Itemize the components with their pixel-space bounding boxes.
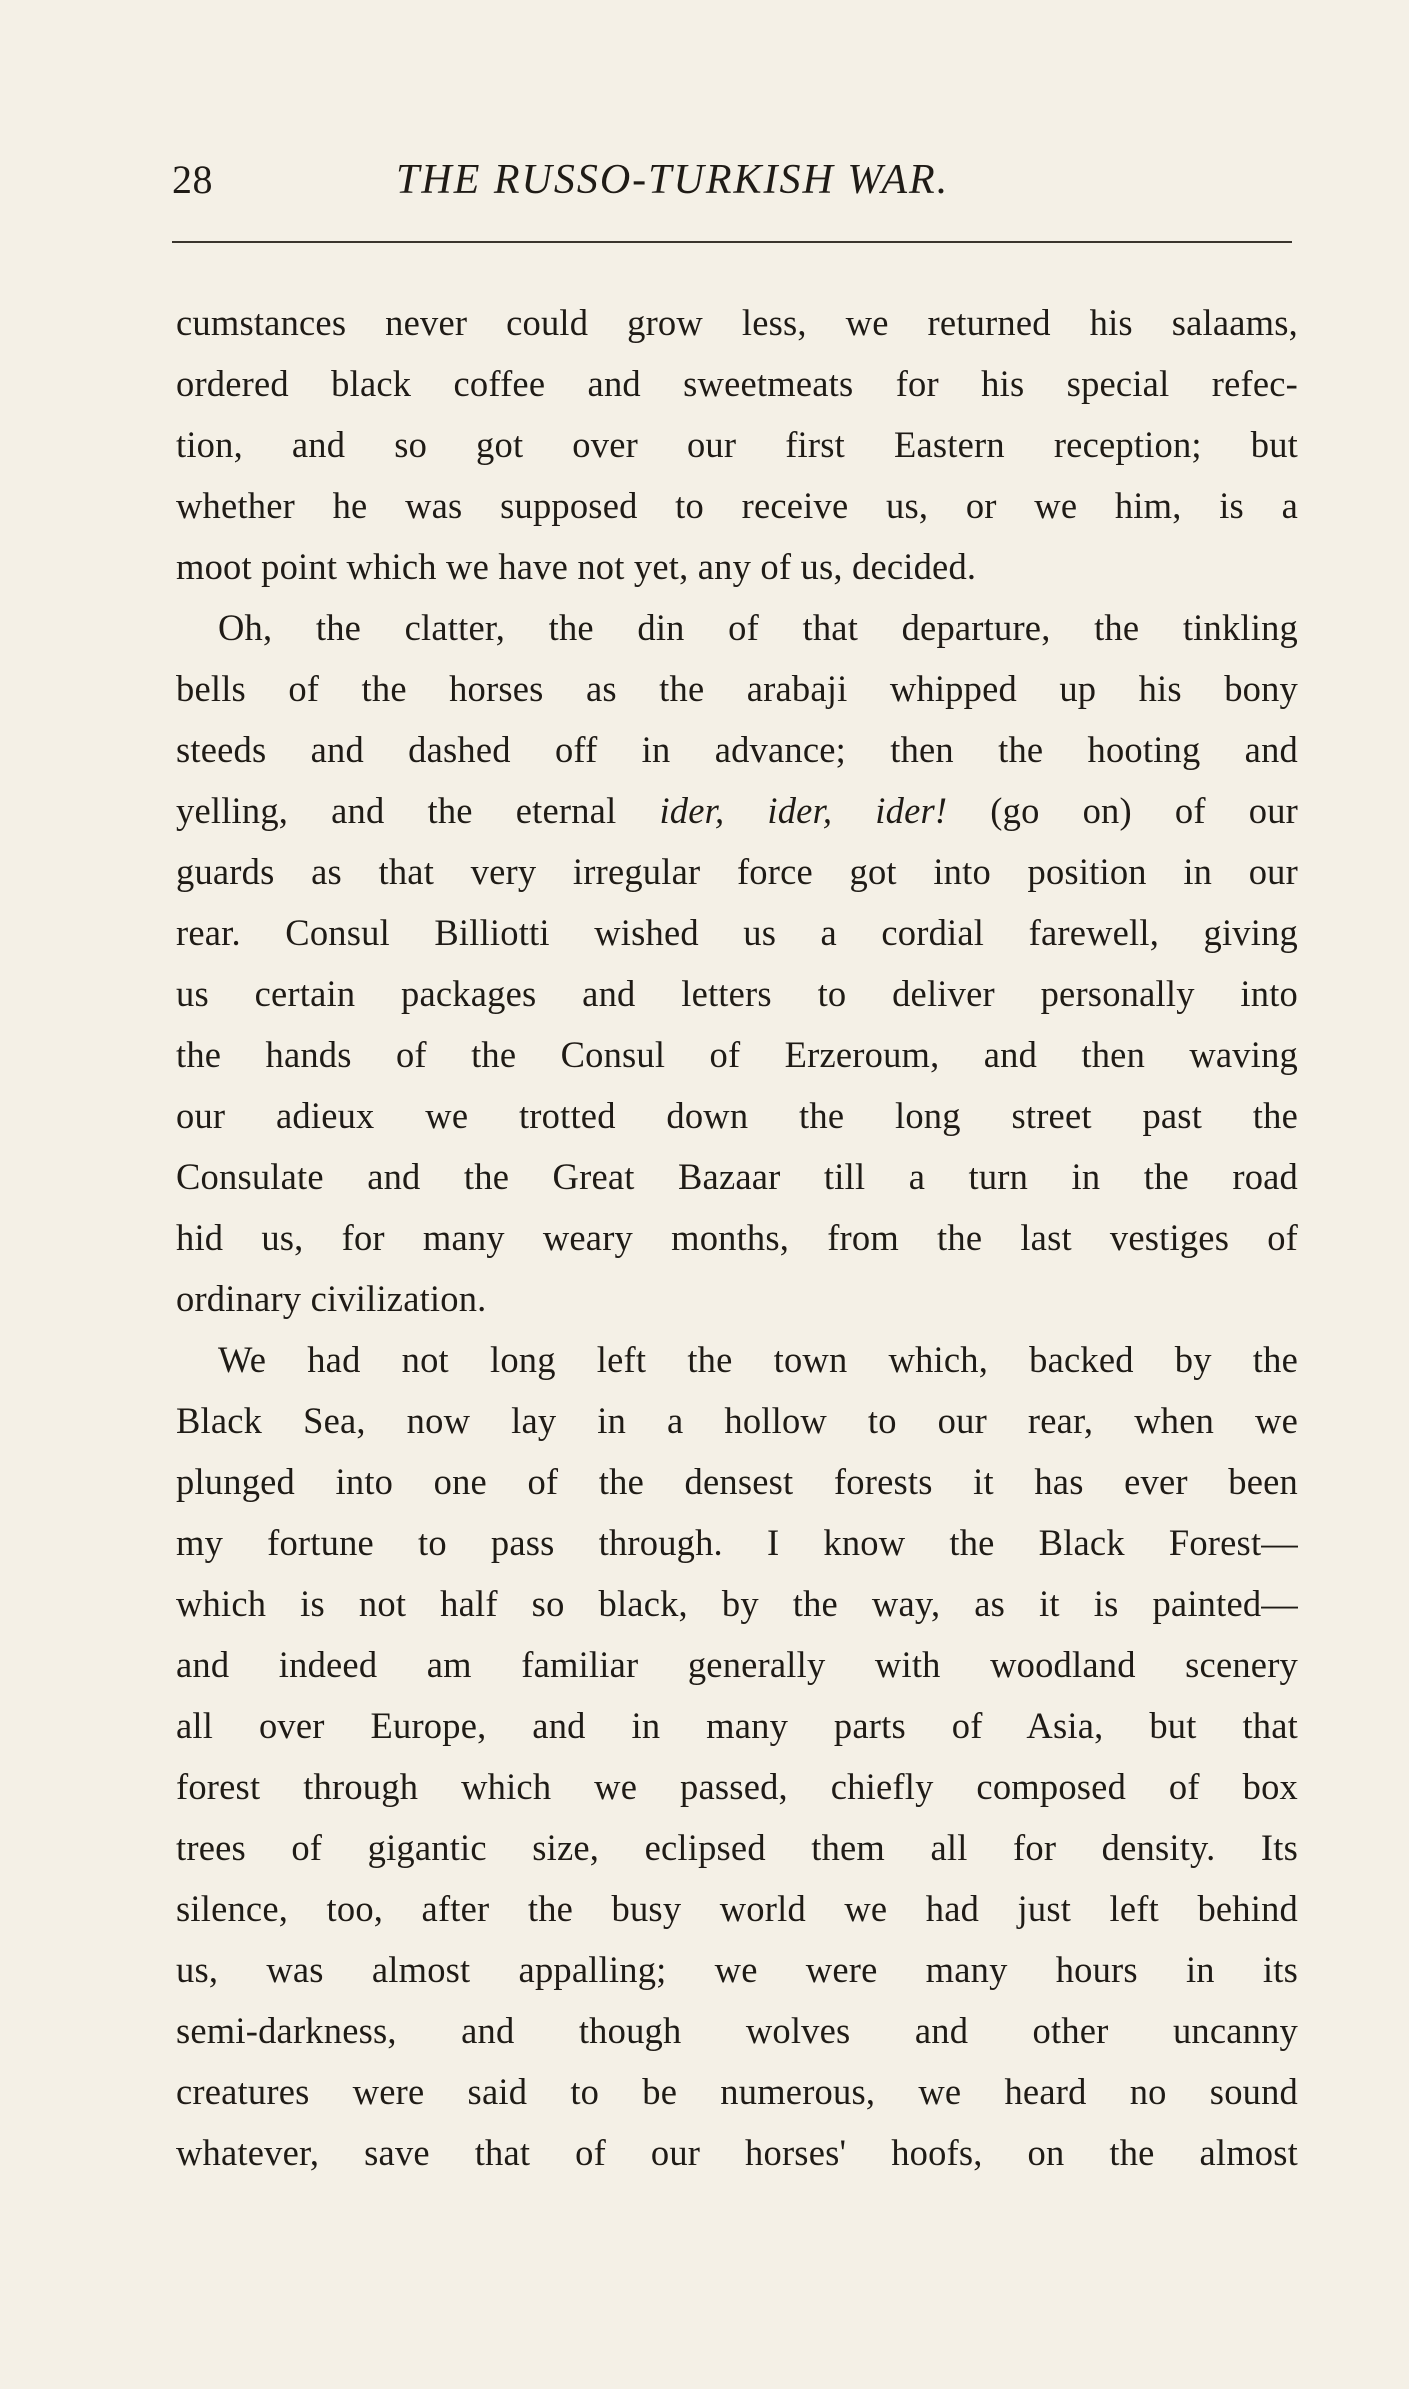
text-line: trees of gigantic size, eclipsed them all for density. Its [176, 1827, 1298, 1868]
running-head [172, 156, 1292, 216]
text-line: We had not long left the town which, backed by the [218, 1339, 1298, 1380]
text-line: steeds and dashed off in advance; then the hooting and [176, 729, 1298, 770]
paragraph-1 [176, 292, 1298, 597]
text-line: Oh, the clatter, the din of that departure, the tinkling [218, 607, 1298, 648]
text-line: us certain packages and letters to deliver personally into [176, 973, 1298, 1014]
text-line: tion, and so got over our first Eastern reception; but [176, 424, 1298, 465]
text-line: my fortune to pass through. I know the Black Forest— [176, 1522, 1298, 1563]
text-line: the hands of the Consul of Erzeroum, and then waving [176, 1034, 1298, 1075]
text-line: all over Europe, and in many parts of Asia, but that [176, 1705, 1298, 1746]
text-line: which is not half so black, by the way, as it is painted— [176, 1583, 1298, 1624]
paragraph-3 [176, 1329, 1298, 2183]
text-line: cumstances never could grow less, we returned his salaams, [176, 302, 1298, 343]
text-line: moot point which we have not yet, any of us, decided. [176, 546, 977, 587]
header-rule [172, 241, 1292, 243]
page-number: 28 [172, 157, 213, 202]
text-line: Black Sea, now lay in a hollow to our rear, when we [176, 1400, 1298, 1441]
text-line: guards as that very irregular force got into position in our [176, 851, 1298, 892]
text-line: bells of the horses as the arabaji whipped up his bony [176, 668, 1298, 709]
italic-phrase: ider, ider, ider! [659, 790, 948, 831]
text-line: whatever, save that of our horses' hoofs, on the almost [176, 2132, 1298, 2173]
text-line: ordinary civilization. [176, 1278, 487, 1319]
text-line: and indeed am familiar generally with woodland scenery [176, 1644, 1298, 1685]
text-line: us, was almost appalling; we were many hours in its [176, 1949, 1298, 1990]
text-line: Consulate and the Great Bazaar till a turn in the road [176, 1156, 1298, 1197]
text-line: whether he was supposed to receive us, or we him, is a [176, 485, 1298, 526]
body-text [176, 292, 1298, 2183]
text-line: semi-darkness, and though wolves and other uncanny [176, 2010, 1298, 2051]
paragraph-2 [176, 597, 1298, 1329]
text-line: creatures were said to be numerous, we heard no sound [176, 2071, 1298, 2112]
text-line: forest through which we passed, chiefly composed of box [176, 1766, 1298, 1807]
text-line: hid us, for many weary months, from the last vestiges of [176, 1217, 1298, 1258]
text-line: rear. Consul Billiotti wished us a cordial farewell, giving [176, 912, 1298, 953]
text-line: our adieux we trotted down the long street past the [176, 1095, 1298, 1136]
running-title: THE RUSSO-TURKISH WAR. [396, 157, 950, 203]
text-line: ordered black coffee and sweetmeats for his special refec- [176, 363, 1298, 404]
text-line: yelling, and the eternal ider, ider, ider! (go on) of our [176, 790, 1298, 831]
text-line: silence, too, after the busy world we had just left behind [176, 1888, 1298, 1929]
text-line: plunged into one of the densest forests it has ever been [176, 1461, 1298, 1502]
